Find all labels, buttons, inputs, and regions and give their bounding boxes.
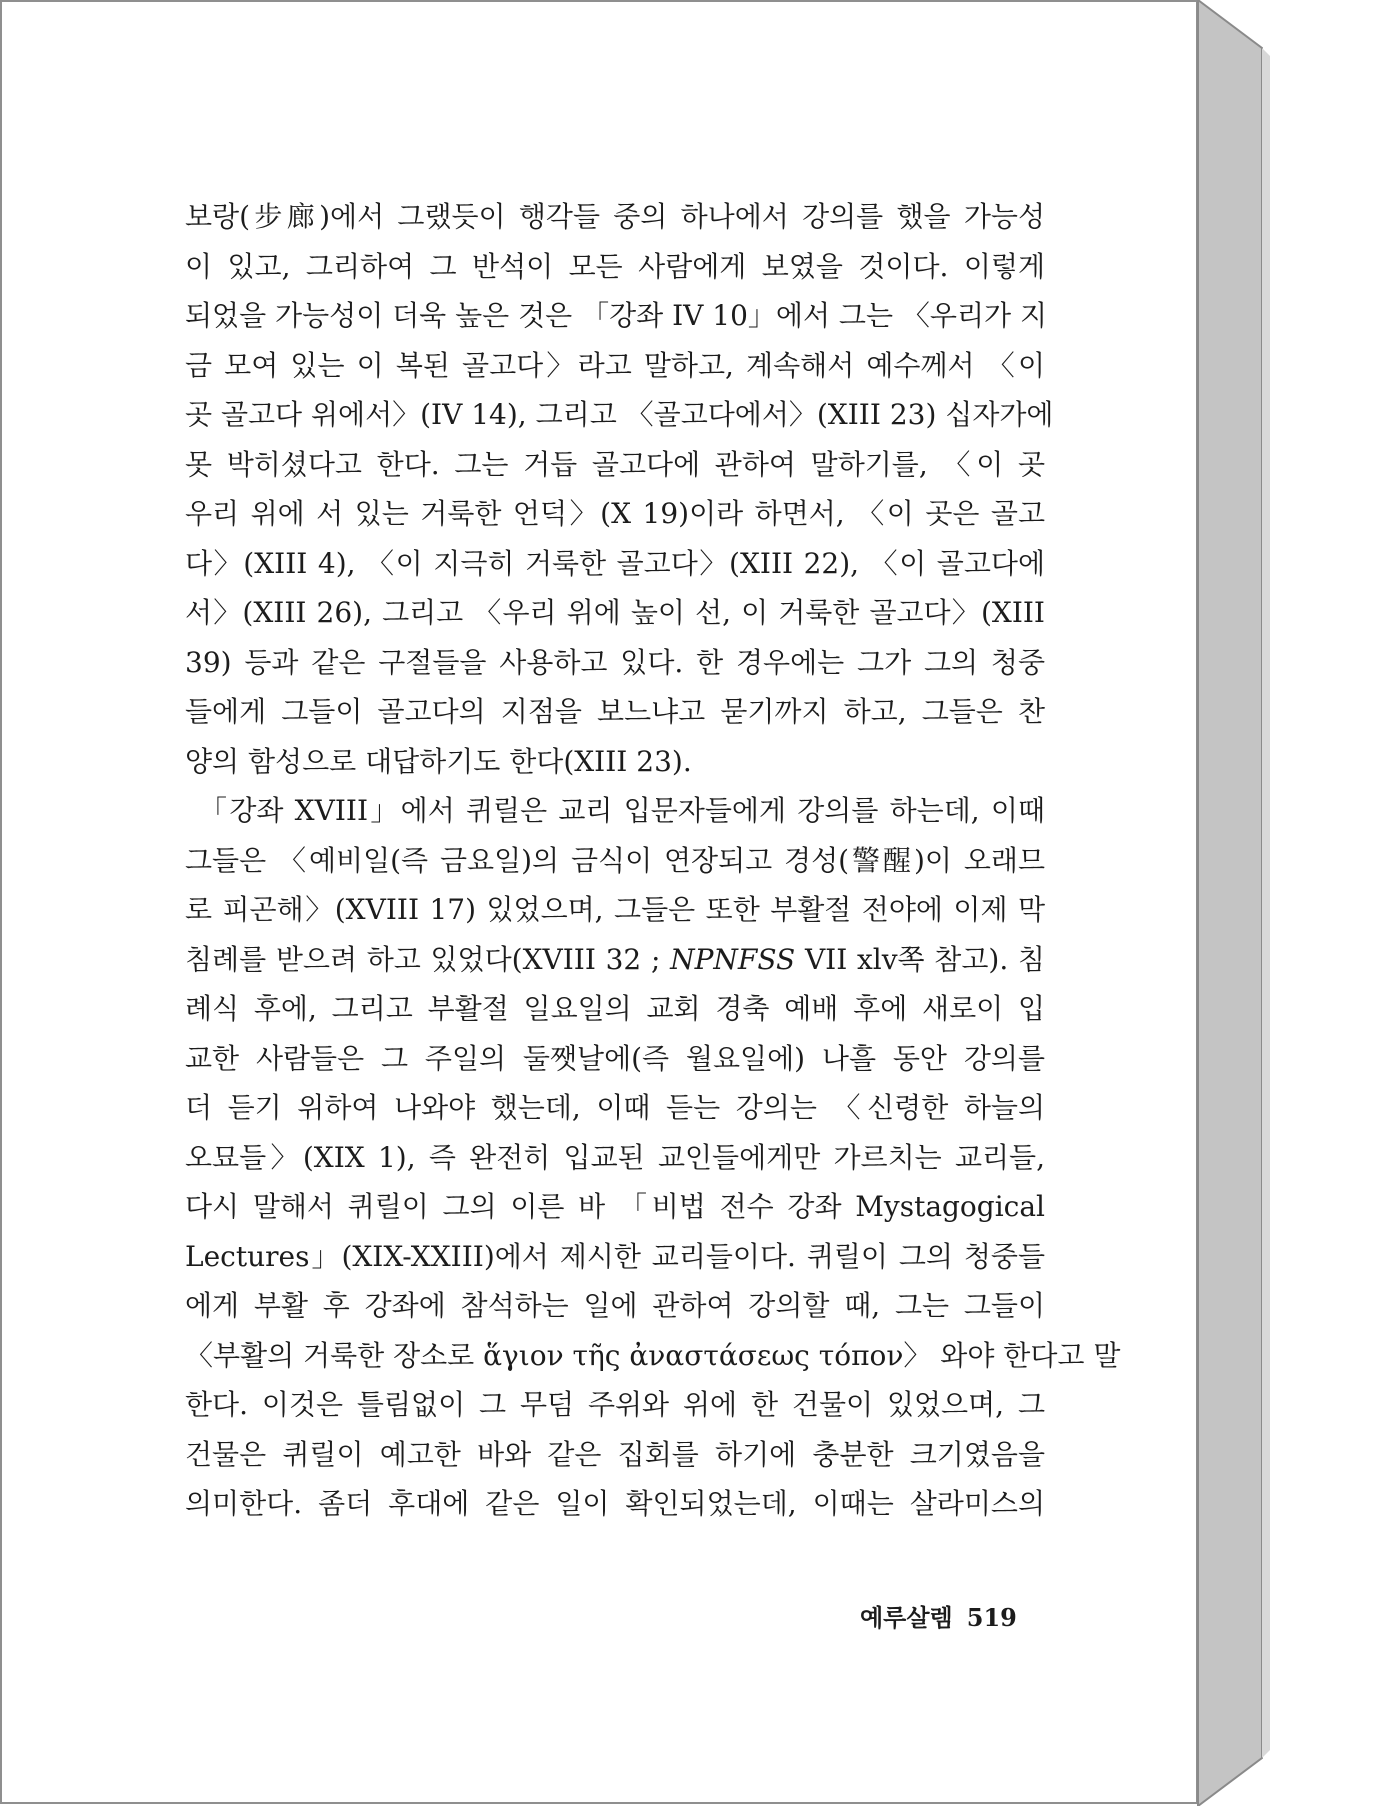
text-line: 「강좌 XVIII」에서 퀴릴은 교리 입문자들에게 강의를 하는데, 이때: [199, 794, 1045, 827]
text-line: 우리 위에 서 있는 거룩한 언덕〉(X 19)이라 하면서, 〈이 곳은 골고: [185, 497, 1045, 530]
text-line: 금 모여 있는 이 복된 골고다〉라고 말하고, 계속해서 예수께서 〈이: [185, 348, 1045, 382]
text-line: 이 있고, 그리하여 그 반석이 모든 사람에게 보였을 것이다. 이렇게: [185, 249, 1045, 283]
page-number: 519: [966, 1603, 1017, 1632]
text-line: 서〉(XIII 26), 그리고 〈우리 위에 높이 선, 이 거룩한 골고다〉(XIII: [185, 596, 1045, 629]
text-line: 의미한다. 좀더 후대에 같은 일이 확인되었는데, 이때는 살라미스의: [185, 1487, 1045, 1520]
text-segment: 침례를 받으려 하고 있었다(XVIII 32 ;: [185, 942, 671, 976]
text-line: 로 피곤해〉(XVIII 17) 있었으며, 그들은 또한 부활절 전야에 이제 막: [185, 893, 1046, 926]
text-line: 곳 골고다 위에서〉(IV 14), 그리고 〈골고다에서〉(XIII 23) 십자가에: [185, 398, 1054, 431]
running-head: 예루살렘: [860, 1603, 953, 1632]
text-line-with-italic: [185, 935, 1045, 985]
text-line: 한다. 이것은 틀림없이 그 무덤 주위와 위에 한 건물이 있었으며, 그: [185, 1388, 1045, 1421]
text-line: 오묘들〉(XIX 1), 즉 완전히 입교된 교인들에게만 가르치는 교리들,: [185, 1140, 1045, 1174]
body-text: [185, 192, 1121, 1529]
text-line: 되었을 가능성이 더욱 높은 것은 「강좌 IV 10」에서 그는 〈우리가 지: [185, 299, 1048, 332]
text-line: 교한 사람들은 그 주일의 둘쨋날에(즉 월요일에) 나흘 동안 강의를: [185, 1041, 1045, 1075]
text-line: 보랑(步廊)에서 그랬듯이 행각들 중의 하나에서 강의를 했을 가능성: [185, 200, 1045, 233]
text-line: 〈부활의 거룩한 장소로 ἅγιον τῆς ἀναστάσεως τόπον〉 와야 한다고 말: [185, 1338, 1121, 1372]
text-line: 그들은 〈예비일(즉 금요일)의 금식이 연장되고 경성(警醒)이 오래므: [185, 843, 1045, 877]
text-line: 건물은 퀴릴이 예고한 바와 같은 집회를 하기에 충분한 크기였음을: [185, 1437, 1045, 1471]
text-line: 양의 함성으로 대답하기도 한다(XIII 23).: [185, 744, 692, 778]
text-line: 다시 말해서 퀴릴이 그의 이른 바 「비법 전수 강좌 Mystagogical: [185, 1190, 1045, 1223]
text-line: 못 박히셨다고 한다. 그는 거듭 골고다에 관하여 말하기를, 〈이 곳: [185, 447, 1045, 481]
text-segment: VII xlv쪽 참고). 침: [795, 942, 1045, 976]
text-line: 다〉(XIII 4), 〈이 지극히 거룩한 골고다〉(XIII 22), 〈이 골고다에: [185, 546, 1045, 580]
page-footer: [860, 1598, 1060, 1638]
text-line: 더 듣기 위하여 나와야 했는데, 이때 듣는 강의는 〈신령한 하늘의: [185, 1091, 1045, 1124]
text-line: 들에게 그들이 골고다의 지점을 보느냐고 묻기까지 하고, 그들은 찬: [185, 695, 1045, 728]
text-line: 례식 후에, 그리고 부활절 일요일의 교회 경축 예배 후에 새로이 입: [185, 992, 1045, 1025]
text-line: 39) 등과 같은 구절들을 사용하고 있다. 한 경우에는 그가 그의 청중: [185, 645, 1045, 679]
text-line: 에게 부활 후 강좌에 참석하는 일에 관하여 강의할 때, 그는 그들이: [185, 1289, 1045, 1322]
italic-abbreviation: NPNFSS: [670, 942, 796, 976]
text-line: Lectures」(XIX-XXIII)에서 제시한 교리들이다. 퀴릴이 그의 청중들: [185, 1239, 1045, 1273]
